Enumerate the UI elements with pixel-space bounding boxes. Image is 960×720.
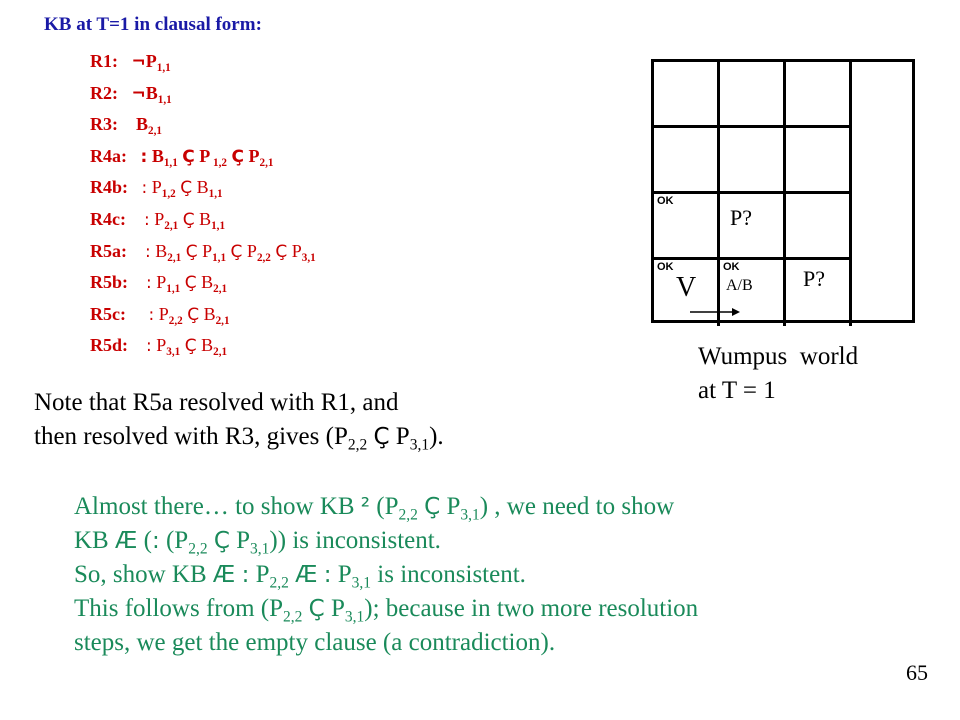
rule-r5c: R5c: : $P_{2,2}$ Ç $B_{2,1}$ — [90, 303, 230, 327]
grid-cell-3-3 — [786, 128, 852, 194]
grid-cell-2-4 — [720, 62, 786, 128]
grid-cell-3-2 — [786, 194, 852, 260]
rule-label: R4c: — [90, 208, 126, 229]
explanation-line-3: So, show KB Æ : $P_{2,2}$ Æ : $P_{3,1}$ is inconsistent. — [74, 561, 526, 592]
explanation-line-1: Almost there… to show KB ² ($P_{2,2}$ Ç $P_{3,1}$) , we need to show — [74, 493, 675, 524]
visited-label: V — [676, 272, 697, 303]
rule-r1: R1: $\neg P_{1,1}$ — [90, 51, 171, 74]
entails-symbol: ² — [360, 494, 371, 520]
rule-label: R3: — [90, 114, 118, 135]
rule-r3: R3: $B_{2,1}$ — [90, 114, 162, 138]
pit-label-3-1: P? — [803, 266, 825, 291]
grid-cell-1-4 — [654, 62, 720, 128]
ok-label-1-2: OK — [657, 195, 674, 207]
note-line-1: Note that R5a resolved with R1, and — [34, 389, 399, 416]
rule-r5b: R5b: : $P_{1,1}$ Ç $B_{2,1}$ — [90, 272, 228, 296]
rule-r5d: R5d: : $P_{3,1}$ Ç $B_{2,1}$ — [90, 335, 228, 359]
rule-r5a: R5a: : $B_{2,1}$ Ç $P_{1,1}$ Ç $P_{2,2}$ Ç $P_{3,1}$ — [90, 240, 316, 264]
ok-label-2-1: OK — [723, 261, 740, 273]
rule-label: R4a: — [90, 145, 127, 166]
explanation-line-2: KB Æ (: ($P_{2,2}$ Ç $P_{3,1}$)) is inconsistent. — [74, 527, 441, 558]
rule-label: R1: — [90, 51, 118, 71]
note-line-2: then resolved with R3, gives ($P_{2,2}$ Ç $P_{3,1}$). — [34, 423, 444, 454]
rule-r2: R2: $\neg B_{1,1}$ — [90, 82, 172, 106]
explanation-line-5: steps, we get the empty clause (a contradiction). — [74, 629, 556, 656]
rule-r4b: R4b: : $P_{1,2}$ Ç $B_{1,1}$ — [90, 177, 223, 201]
neg-symbol: ¬ — [131, 52, 146, 72]
caption-line-2: at T = 1 — [698, 377, 776, 404]
page-number: 65 — [906, 660, 928, 685]
heading: KB at T=1 in clausal form: — [44, 14, 262, 35]
rule-r4c: R4c: : $P_{2,1}$ Ç $B_{1,1}$ — [90, 208, 226, 232]
grid-cell-3-4 — [786, 62, 852, 128]
neg-symbol: ¬ — [131, 83, 146, 104]
grid-caption — [698, 340, 858, 408]
and-symbol: Æ — [114, 528, 138, 554]
rule-label: R5b: — [90, 272, 129, 293]
agent-breeze-label: A/B — [726, 277, 753, 294]
clause-list — [90, 50, 316, 366]
explanation-line-4: This follows from ($P_{2,2}$ Ç $P_{3,1}$); because in two more resolution — [74, 595, 699, 626]
grid-cell-1-3 — [654, 128, 720, 194]
rule-label: R4b: — [90, 177, 129, 198]
rule-r4a: R4a: : $B_{1,1}$ Ç P $_{1,2}$ Ç $P_{2,1}$ — [90, 145, 274, 169]
rule-label: R2: — [90, 82, 118, 103]
rule-label: R5d: — [90, 335, 129, 356]
rule-label: R5a: — [90, 240, 127, 261]
pit-label-2-2: P? — [730, 205, 752, 230]
ok-label-1-1: OK — [657, 261, 674, 273]
caption-line-1: Wumpus world — [698, 343, 859, 370]
proof-explanation — [74, 490, 698, 660]
grid-cell-2-3 — [720, 128, 786, 194]
rule-label: R5c: — [90, 303, 126, 324]
agent-arrow-icon — [690, 306, 742, 318]
resolution-note — [34, 386, 444, 454]
wumpus-grid — [651, 59, 915, 323]
